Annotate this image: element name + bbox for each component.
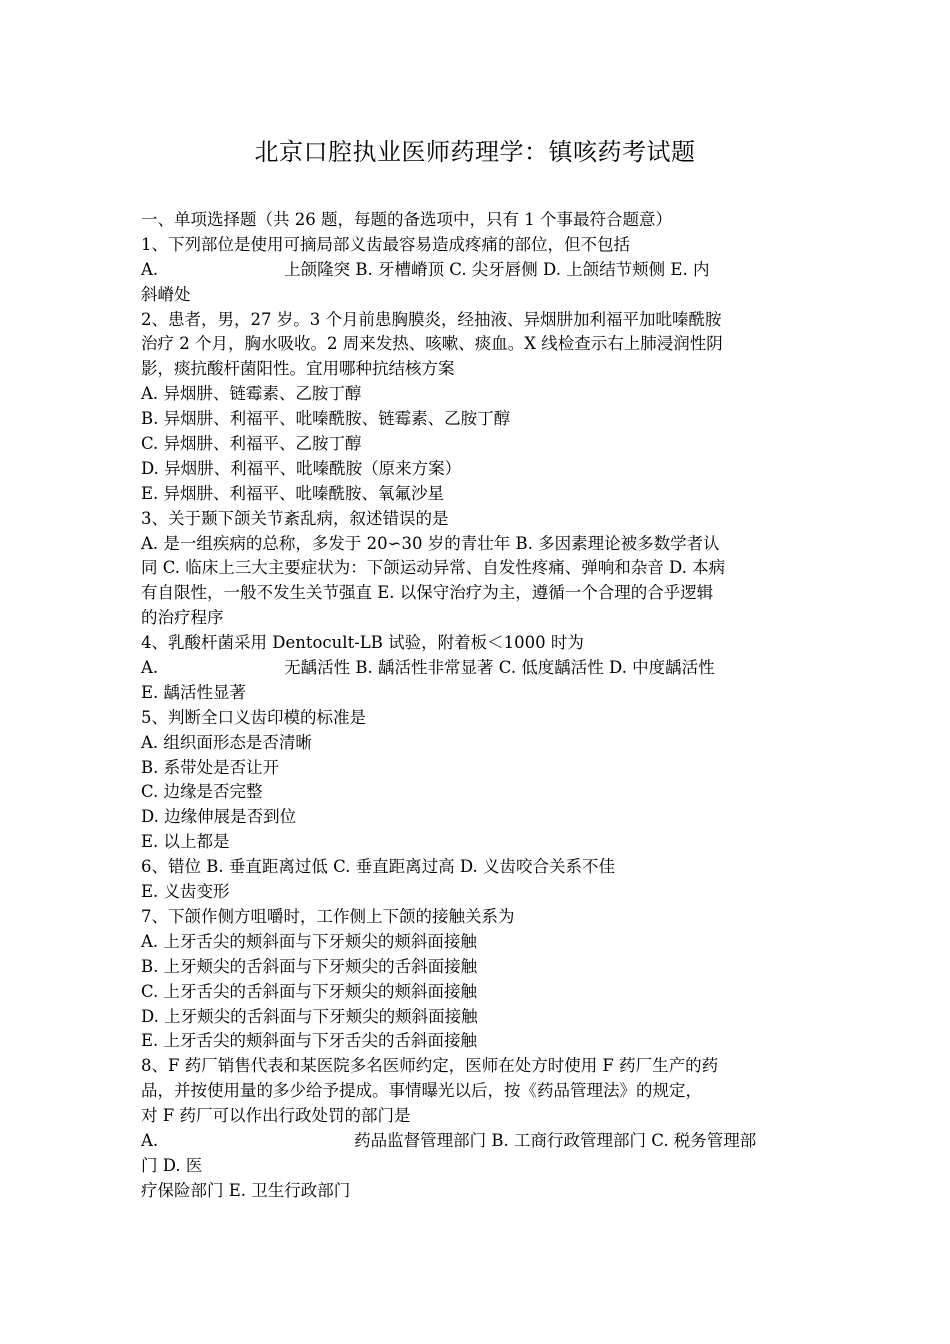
question-3: 3、关于颞下颌关节紊乱病，叙述错误的是 [141, 508, 449, 528]
options-text: 药品监督管理部门 B. 工商行政管理部门 C. 税务管理部 [354, 1130, 757, 1150]
question-8-options-cont: 疗保险部门 E. 卫生行政部门 [141, 1180, 351, 1200]
option: E. 上牙舌尖的颊斜面与下牙舌尖的舌斜面接触 [141, 1031, 478, 1051]
option: D. 上牙颊尖的舌斜面与下牙颊尖的颊斜面接触 [141, 1006, 478, 1026]
option: E. 异烟肼、利福平、吡嗪酰胺、氧氟沙星 [141, 483, 445, 503]
option: B. 异烟肼、利福平、吡嗪酰胺、链霉素、乙胺丁醇 [141, 409, 511, 429]
question-8-options [141, 1129, 809, 1154]
option: C. 边缘是否完整 [141, 782, 263, 802]
question-8-cont: 品，并按使用量的多少给予提成。事情曝光以后，按《药品管理法》的规定， [141, 1081, 702, 1101]
question-4-options [141, 656, 809, 681]
option: A. 上牙舌尖的颊斜面与下牙颊尖的颊斜面接触 [141, 931, 477, 951]
question-7: 7、下颌作侧方咀嚼时，工作侧上下颌的接触关系为 [141, 906, 515, 926]
option: D. 边缘伸展是否到位 [141, 807, 297, 827]
question-1: 1、下列部位是使用可摘局部义齿最容易造成疼痛的部位，但不包括 [141, 234, 630, 254]
question-1-options [141, 258, 809, 283]
option: A. 异烟肼、链霉素、乙胺丁醇 [141, 384, 362, 404]
option: E. 以上都是 [141, 832, 230, 852]
question-1-options-cont: 斜嵴处 [141, 284, 191, 304]
question-6: 6、错位 B. 垂直距离过低 C. 垂直距离过高 D. 义齿咬合关系不佳 [141, 857, 616, 877]
question-2-cont: 影，痰抗酸杆菌阳性。宜用哪种抗结核方案 [141, 359, 455, 379]
option-label: A. [141, 259, 159, 279]
options-text: 上颌隆突 B. 牙槽嵴顶 C. 尖牙唇侧 D. 上颌结节颊侧 E. 内 [284, 259, 710, 279]
question-3-options: A. 是一组疾病的总称，多发于 20∽30 岁的青壮年 B. 多因素理论被多数学者认 [141, 533, 720, 553]
question-3-options-cont: 的治疗程序 [141, 608, 224, 628]
question-4-options-cont: E. 龋活性显著 [141, 682, 247, 702]
question-6-cont: E. 义齿变形 [141, 882, 230, 902]
section-heading: 一、单项选择题（共 26 题，每题的备选项中，只有 1 个事最符合题意） [141, 210, 672, 229]
option: C. 异烟肼、利福平、乙胺丁醇 [141, 434, 362, 454]
option: C. 上牙舌尖的舌斜面与下牙颊尖的颊斜面接触 [141, 981, 478, 1001]
option: A. 组织面形态是否清晰 [141, 732, 312, 752]
question-3-options-cont: 有自限性，一般不发生关节强直 E. 以保守治疗为主，遵循一个合理的合乎逻辑 [141, 583, 714, 603]
question-8-options-cont: 门 D. 医 [141, 1155, 203, 1175]
question-2: 2、患者，男，27 岁。3 个月前患胸膜炎，经抽液、异烟肼加利福平加吡嗪酰胺 [141, 309, 722, 329]
option: B. 系带处是否让开 [141, 757, 280, 777]
question-5: 5、判断全口义齿印模的标准是 [141, 707, 366, 727]
page-title: 北京口腔执业医师药理学：镇咳药考试题 [254, 138, 696, 166]
question-2-cont: 治疗 2 个月，胸水吸收。2 周来发热、咳嗽、痰血。X 线检查示右上肺浸润性阴 [141, 334, 723, 354]
options-text: 无龋活性 B. 龋活性非常显著 C. 低度龋活性 D. 中度龋活性 [284, 658, 715, 678]
question-4: 4、乳酸杆菌采用 Dentocult-LB 试验，附着板＜1000 时为 [141, 633, 584, 653]
option: D. 异烟肼、利福平、吡嗪酰胺（原来方案） [141, 458, 462, 478]
question-3-options-cont: 同 C. 临床上三大主要症状为：下颌运动异常、自发性疼痛、弹响和杂音 D. 本病 [141, 558, 726, 578]
document-body [141, 208, 809, 1204]
option: B. 上牙颊尖的舌斜面与下牙颊尖的舌斜面接触 [141, 956, 478, 976]
question-8: 8、F 药厂销售代表和某医院多名医师约定，医师在处方时使用 F 药厂生产的药 [141, 1056, 719, 1076]
option-label: A. [141, 1130, 159, 1150]
question-8-cont: 对 F 药厂可以作出行政处罚的部门是 [141, 1106, 411, 1126]
option-label: A. [141, 658, 159, 678]
